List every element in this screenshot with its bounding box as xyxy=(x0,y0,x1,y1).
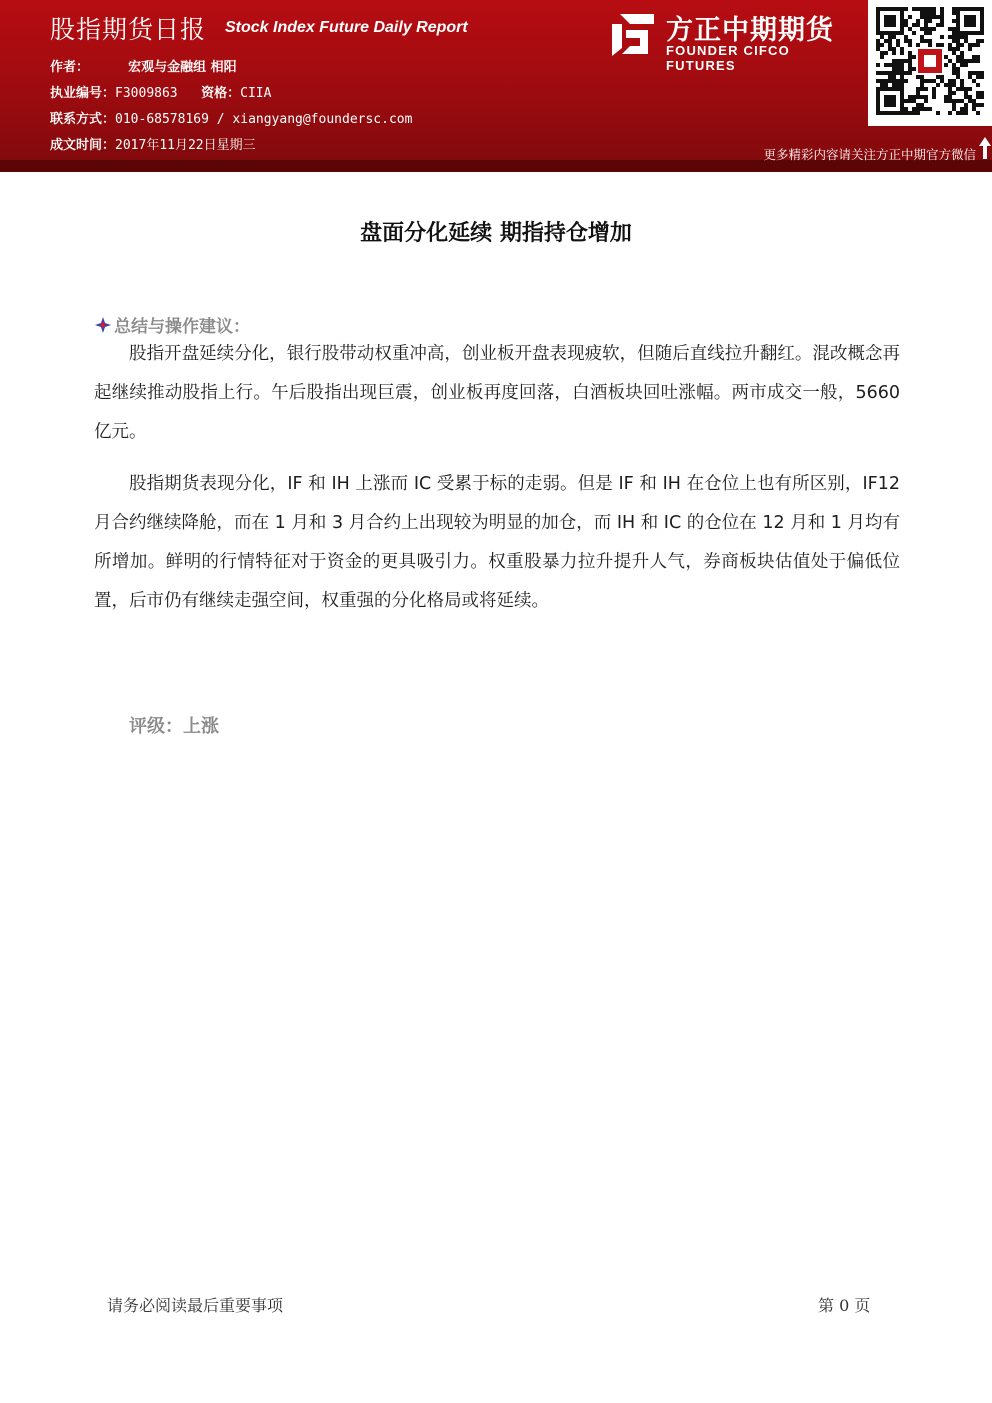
summary-paragraph-1: 股指开盘延续分化，银行股带动权重冲高，创业板开盘表现疲软，但随后直线拉升翻红。混改概念再起继续推动股指上行。午后股指出现巨震，创业板再度回落，白酒板块回吐涨幅。两市成交一般，5660 亿元。 xyxy=(94,344,900,442)
section-heading xyxy=(94,312,250,337)
page-number: 第 0 页 xyxy=(818,1296,871,1315)
summary-paragraph-2: 股指期货表现分化，IF 和 IH 上涨而 IC 受累于标的走弱。但是 IF 和 IH 在仓位上也有所区别，IF12 月合约继续降舱，而在 1 月和 3 月合约上出现较为明显的加仓，而 IH 和 IC 的仓位在 12 月和 1 月均有所增加。鲜明的行情特征对于资金的更具吸引力。权重股暴力拉升提升人气，券商板块估值处于偏低位置，后市仍有继续走强空间，权重强的分化格局或将延续。 xyxy=(94,474,900,611)
wechat-qr-code xyxy=(868,0,992,126)
author-label: 作者： xyxy=(50,60,90,75)
rating-text: 评级：上涨 xyxy=(129,716,219,737)
date-line xyxy=(50,134,256,153)
section-heading-text: 总结与操作建议： xyxy=(114,317,250,337)
founder-logo-icon xyxy=(608,10,658,58)
date-label: 成文时间： xyxy=(50,138,116,153)
report-title-cn: 股指期货日报 xyxy=(50,15,207,44)
qualification-label: 资格： xyxy=(201,86,241,101)
license-line xyxy=(50,82,271,101)
report-header xyxy=(0,0,992,172)
date-value: 2017年11月22日星期三 xyxy=(115,138,256,153)
author-value: 宏观与金融组 相阳 xyxy=(128,60,237,75)
footer-notice: 请务必阅读最后重要事项 xyxy=(107,1296,284,1315)
diamond-bullet-icon xyxy=(94,316,112,334)
brand-name-cn: 方正中期期货 xyxy=(666,15,834,46)
contact-value: 010-68578169 / xiangyang@foundersc.com xyxy=(115,112,413,127)
license-value: F3009863 xyxy=(115,86,178,101)
qr-code-icon xyxy=(876,7,984,117)
author-line xyxy=(50,56,237,75)
brand-logo xyxy=(608,8,863,73)
arrow-up-icon xyxy=(978,136,992,160)
report-title-en: Stock Index Future Daily Report xyxy=(225,19,468,36)
contact-line xyxy=(50,108,412,127)
contact-label: 联系方式： xyxy=(50,112,116,127)
brand-name-en: FOUNDER CIFCO FUTURES xyxy=(666,43,790,73)
license-label: 执业编号： xyxy=(50,86,116,101)
qualification-value: CIIA xyxy=(240,86,272,101)
document-title: 盘面分化延续 期指持仓增加 xyxy=(360,221,632,246)
follow-wechat-text: 更多精彩内容请关注方正中期官方微信 xyxy=(763,147,976,162)
